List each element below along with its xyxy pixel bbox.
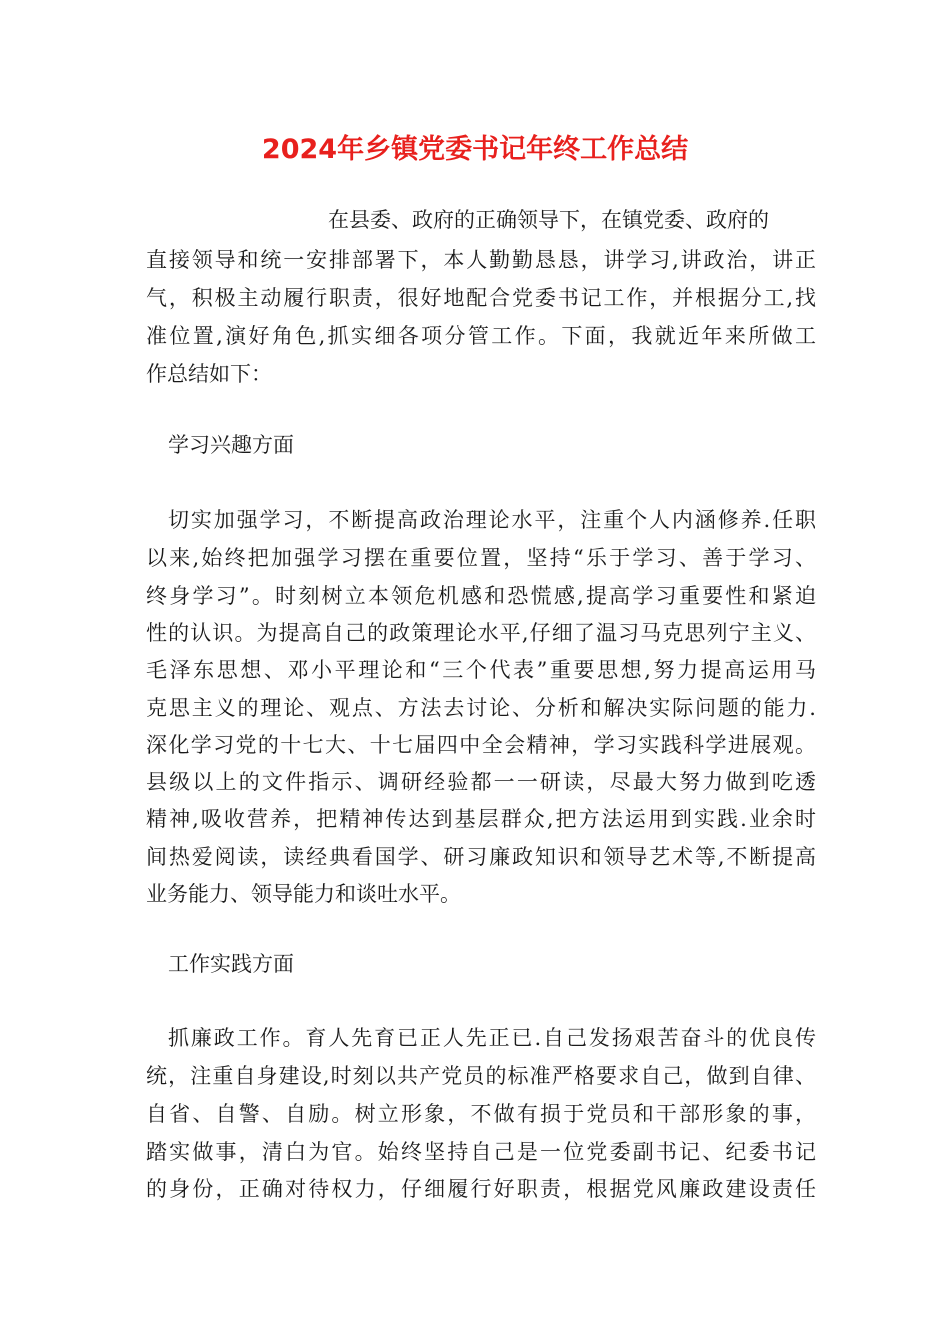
intro-line-3: 气，积极主动履行职责，很好地配合党委书记工作，并根据分工,找: [146, 286, 816, 310]
section2-line-3: 自省、自警、自励。树立形象，不做有损于党员和干部形象的事，: [146, 1102, 816, 1126]
section1-line-9: 精神,吸收营养，把精神传达到基层群众,把方法运用到实践.业余时: [146, 807, 816, 831]
section1-line-3: 终身学习”。时刻树立本领危机感和恐慌感,提高学习重要性和紧迫: [146, 584, 816, 608]
section1-line-6: 克思主义的理论、观点、方法去讨论、分析和解决实际问题的能力.: [146, 696, 816, 720]
section2-line-1: 抓廉政工作。育人先育已正人先正已.自己发扬艰苦奋斗的优良传: [168, 1026, 816, 1050]
section1-line-1: 切实加强学习，不断提高政治理论水平，注重个人内涵修养.任职: [168, 508, 816, 532]
document-title: 2024年乡镇党委书记年终工作总结: [261, 134, 689, 165]
intro-line-4: 准位置,演好角色,抓实细各项分管工作。下面，我就近年来所做工: [146, 324, 816, 348]
section1-line-5: 毛泽东思想、邓小平理论和“三个代表”重要思想,努力提高运用马: [146, 658, 816, 682]
section2-line-2: 统，注重自身建设,时刻以共产党员的标准严格要求自己，做到自律、: [146, 1064, 816, 1088]
section1-line-10: 间热爱阅读，读经典看国学、研习廉政知识和领导艺术等,不断提高: [146, 845, 816, 869]
section1-line-8: 县级以上的文件指示、调研经验都一一研读，尽最大努力做到吃透: [146, 770, 816, 794]
section2-line-4: 踏实做事，清白为官。始终坚持自己是一位党委副书记、纪委书记: [146, 1140, 816, 1164]
intro-line-2: 直接领导和统一安排部署下，本人勤勤恳恳，讲学习,讲政治，讲正: [146, 248, 816, 272]
intro-line-1: 在县委、政府的正确领导下，在镇党委、政府的: [328, 208, 769, 232]
intro-line-5: 作总结如下：: [146, 362, 272, 386]
section1-line-2: 以来,始终把加强学习摆在重要位置，坚持“乐于学习、善于学习、: [146, 546, 816, 570]
section2-line-5: 的身份，正确对待权力，仔细履行好职责，根据党风廉政建设责任: [146, 1177, 816, 1201]
section-heading-practice: 工作实践方面: [168, 952, 294, 976]
section1-line-11: 业务能力、领导能力和谈吐水平。: [146, 882, 461, 906]
section1-line-4: 性的认识。为提高自己的政策理论水平,仔细了温习马克思列宁主义、: [146, 621, 816, 645]
section1-line-7: 深化学习党的十七大、十七届四中全会精神，学习实践科学进展观。: [146, 733, 816, 757]
section-heading-study: 学习兴趣方面: [168, 433, 294, 457]
